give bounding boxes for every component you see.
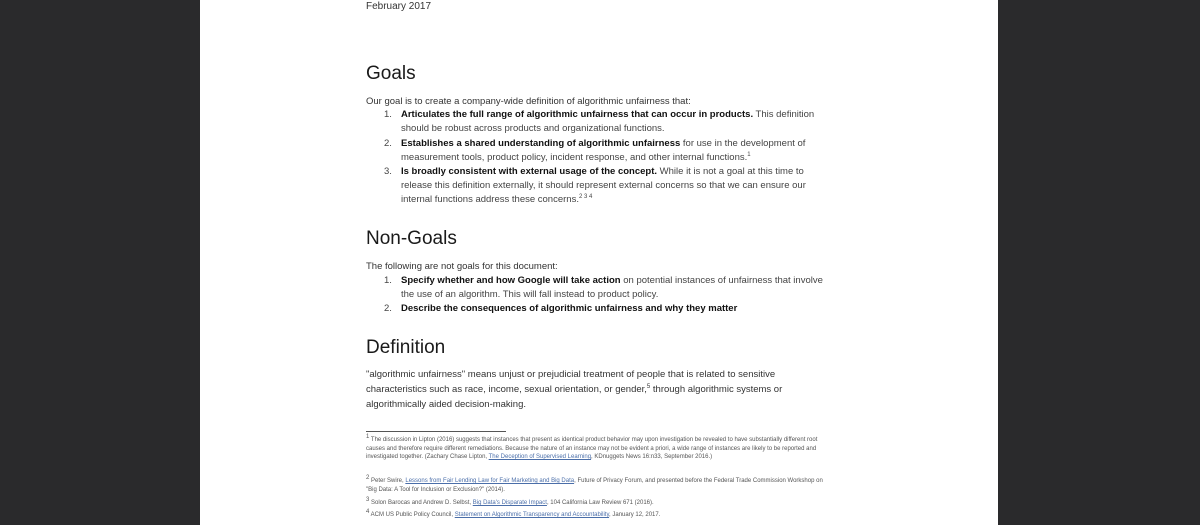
nongoals-intro: The following are not goals for this document: — [366, 261, 558, 272]
footnote-text: Solon Barocas and Andrew D. Selbst, — [369, 500, 473, 506]
item-bold: Articulates the full range of algorithmic unfairness that can occur in products. — [401, 109, 754, 120]
viewer-background-left — [0, 0, 200, 525]
footnote-3 — [366, 499, 826, 508]
footnote-text: , Future of Privacy Forum, and presented before the Federal Trade Commission Workshop on "Big Data: A Tool for Inclusion or Exclusion?" (2014). — [366, 478, 823, 493]
footnote-link[interactable]: Lessons from Fair Lending Law for Fair Marketing and Big Data — [405, 478, 575, 484]
footnote-text: ACM US Public Policy Council, — [369, 512, 455, 518]
item-text: for use in the development of measurement tools, product policy, incident response, and other internal functions. — [401, 138, 806, 163]
list-number: 3. — [384, 166, 392, 177]
nongoals-heading: Non-Goals — [366, 228, 457, 249]
definition-text-after: through algorithmic systems or algorithmically aided decision-making. — [366, 384, 783, 410]
footnote-number: 3 — [366, 497, 370, 503]
item-text: While it is not a goal at this time to release this definition externally, it should represent external concerns so that we can ensure our internal functions address these concerns. — [401, 166, 806, 205]
footnote-divider — [366, 431, 506, 432]
item-bold: Describe the consequences of algorithmic unfairness and why they matter — [401, 303, 738, 314]
footnote-link[interactable]: Big Data's Disparate Impact — [472, 500, 547, 506]
definition-text-before: "algorithmic unfairness" means unjust or prejudicial treatment of people that is related to sensitive characteristics such as race, income, sexual orientation, or gender, — [366, 369, 776, 395]
footnote-ref[interactable]: 1 — [747, 151, 751, 158]
list-number: 1. — [384, 109, 392, 120]
item-bold: Specify whether and how Google will take action — [401, 275, 621, 286]
goals-intro: Our goal is to create a company-wide definition of algorithmic unfairness that: — [366, 96, 691, 107]
item-bold: Is broadly consistent with external usage of the concept. — [401, 166, 658, 177]
footnote-number: 1 — [366, 434, 370, 440]
item-text: This definition should be robust across products and organizational functions. — [401, 109, 815, 134]
list-number: 2. — [384, 138, 392, 149]
footnote-text: Peter Swire, — [369, 478, 406, 484]
list-number: 1. — [384, 275, 392, 286]
footnote-number: 4 — [366, 509, 370, 515]
document-page[interactable] — [200, 0, 998, 525]
footnote-1 — [366, 436, 826, 462]
document-date: February 2017 — [366, 1, 432, 12]
list-number: 2. — [384, 303, 392, 314]
goals-heading: Goals — [366, 63, 416, 84]
footnote-link[interactable]: The Deception of Supervised Learning — [488, 454, 592, 460]
footnote-4 — [366, 511, 826, 520]
item-text: on potential instances of unfairness that involve the use of an algorithm. This will fall instead to product policy. — [401, 275, 823, 300]
footnote-number: 2 — [366, 475, 370, 481]
definition-text — [366, 367, 836, 412]
viewer-background-right — [998, 0, 1200, 525]
footnote-text: , January 12, 2017. — [609, 512, 661, 518]
footnote-ref[interactable]: 2 3 4 — [578, 193, 593, 200]
footnote-text: , KDnuggets News 16:n33, September 2016.) — [591, 454, 713, 460]
footnote-text: The discussion in Lipton (2016) suggests that instances that present as identical product behavior may upon investigation be revealed to have substantially different root causes and therefore require different remediations. Because the nature of an instance may not be evident a priori, a wide range of instances are likely to be reported and investigated together. (Zachary Chase Lipton, — [366, 437, 818, 460]
footnote-ref[interactable]: 5 — [646, 383, 651, 390]
definition-heading: Definition — [366, 337, 446, 358]
footnote-2 — [366, 477, 826, 494]
item-bold: Establishes a shared understanding of algorithmic unfairness — [401, 138, 681, 149]
footnote-link[interactable]: Statement on Algorithmic Transparency and Accountability — [454, 512, 610, 518]
footnote-text: , 104 California Law Review 671 (2016). — [546, 500, 654, 506]
